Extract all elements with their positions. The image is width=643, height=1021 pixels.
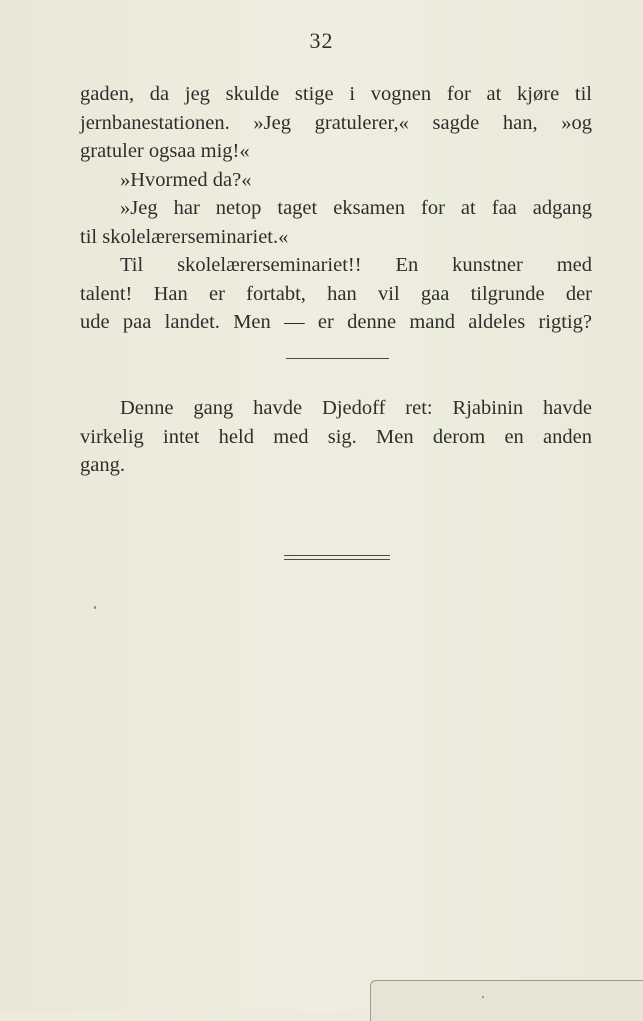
text-line: »Jeg har netop taget eksamen for at faa adgang: [120, 197, 592, 219]
text-line: jernbanestationen. »Jeg gratulerer,« sagde han, »og: [80, 111, 592, 134]
page-number: 32: [309, 28, 334, 53]
text-section-1: [80, 80, 592, 337]
text-line: gratuler ogsaa mig!«: [80, 140, 250, 162]
text-section-2: [80, 394, 592, 480]
paper-speck: [482, 996, 484, 998]
text-line: Denne gang havde Djedoff ret: Rjabinin havde: [120, 397, 592, 419]
text-line: ude paa landet. Men — er denne mand aldeles rigtig?: [80, 311, 592, 333]
chapter-end-double-rule: [284, 555, 390, 560]
text-line: til skolelærerseminariet.«: [80, 225, 289, 248]
text-line: talent! Han er fortabt, han vil gaa tilgrunde der: [80, 282, 592, 305]
text-line: virkelig intet held med sig. Men derom en anden: [80, 425, 592, 448]
text-line: gang.: [80, 454, 125, 476]
scan-edge-mark: [370, 980, 643, 1021]
section-divider-rule: [286, 358, 389, 359]
paper-speck: [94, 606, 96, 609]
text-line: »Hvormed da?«: [120, 168, 252, 191]
text-line: gaden, da jeg skulde stige i vognen for at kjøre til: [80, 83, 592, 105]
text-line: Til skolelærerseminariet!! En kunstner med: [120, 254, 592, 276]
